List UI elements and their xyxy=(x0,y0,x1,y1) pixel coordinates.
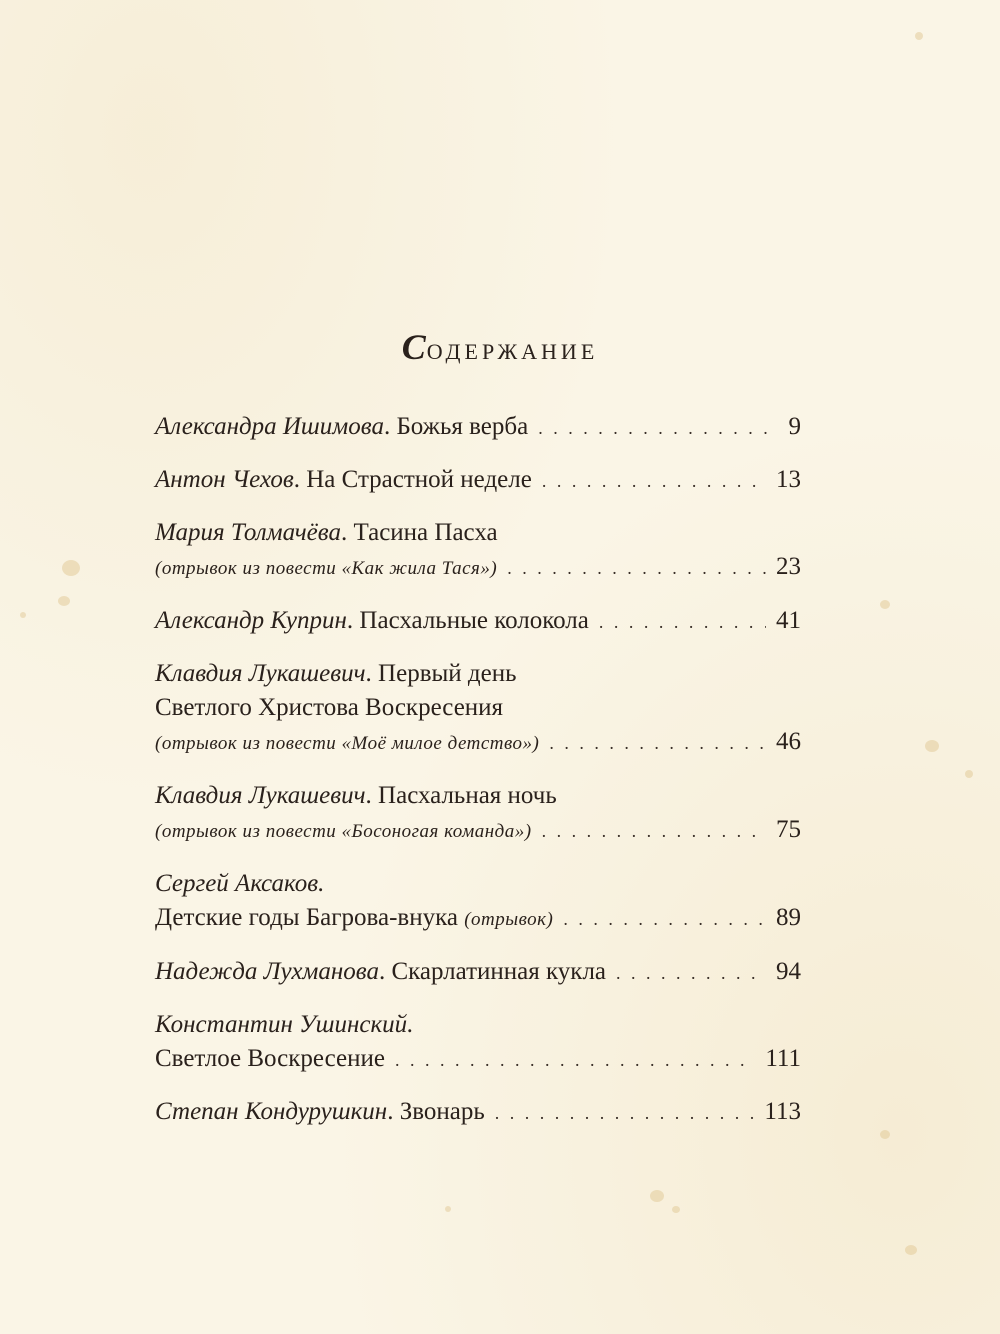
dot-leader xyxy=(599,605,766,639)
paper-speck xyxy=(880,600,890,609)
author-period: . xyxy=(407,1011,414,1038)
toc-line xyxy=(155,1008,801,1042)
entry-title: Первый день xyxy=(378,660,517,687)
entry-author: Константин Ушинский xyxy=(155,1011,408,1038)
entry-title: Звонарь xyxy=(399,1098,485,1125)
entry-title: Пасхальные колокола xyxy=(359,607,589,634)
toc-line: Антон Чехов . На Страстной неделе . . . 13 xyxy=(155,463,801,498)
entry-author: Клавдия Лукашевич xyxy=(155,660,366,687)
page-number: 9 xyxy=(788,413,801,440)
entry-title: Скарлатинная кукла xyxy=(391,958,607,985)
entry-author: Антон Чехов xyxy=(155,466,294,493)
toc-line xyxy=(155,550,801,586)
page-number: 94 xyxy=(776,958,801,985)
paper-speck xyxy=(672,1206,680,1213)
toc-entry[interactable] xyxy=(155,516,801,586)
dot-leader xyxy=(395,1043,755,1077)
entry-title: Детские годы Багрова-внука xyxy=(155,904,458,931)
paper-speck xyxy=(965,770,973,778)
page-title xyxy=(0,326,1000,368)
dot-leader xyxy=(507,551,766,585)
toc-entry[interactable] xyxy=(155,463,801,498)
paper-speck xyxy=(925,740,939,752)
toc-entry[interactable] xyxy=(155,955,801,990)
toc-line: Мария Толмачёва . Тасина Пасха xyxy=(155,516,801,550)
paper-speck xyxy=(445,1206,451,1212)
paper-speck xyxy=(62,560,80,576)
toc-line: Клавдия Лукашевич . Пасхальная ночь xyxy=(155,779,801,813)
toc-line xyxy=(155,813,801,849)
dot-leader xyxy=(495,1096,755,1130)
paper-speck xyxy=(880,1130,890,1139)
entry-title: Божья верба xyxy=(396,413,529,440)
dot-leader xyxy=(616,956,766,990)
paper-speck xyxy=(915,32,923,40)
page-number: 89 xyxy=(776,904,801,931)
entry-note: (отрывок из повести «Босоногая команда») xyxy=(155,821,532,842)
entry-title: На Страстной неделе xyxy=(306,466,532,493)
paper-speck xyxy=(20,612,26,618)
entry-title-continued: Светлого Христова Воскресения xyxy=(155,694,504,721)
table-of-contents xyxy=(155,410,801,1148)
toc-line xyxy=(155,1042,801,1077)
page-number: 46 xyxy=(776,728,801,755)
entry-author: Мария Толмачёва xyxy=(155,519,341,546)
paper-speck xyxy=(58,596,70,606)
entry-title: Пасхальная ночь xyxy=(378,782,557,809)
toc-line: Надежда Лухманова . Скарлатинная кукла . . . 94 xyxy=(155,955,801,990)
page-number: 41 xyxy=(776,607,801,634)
toc-line xyxy=(155,691,801,725)
page-number: 113 xyxy=(764,1098,801,1125)
toc-line xyxy=(155,725,801,761)
toc-line xyxy=(155,867,801,901)
toc-line: Александра Ишимова . Божья верба . . . 9 xyxy=(155,410,801,445)
toc-line xyxy=(155,901,801,937)
toc-entry[interactable] xyxy=(155,657,801,761)
entry-author: Александра Ишимова xyxy=(155,413,384,440)
dot-leader xyxy=(563,902,766,936)
page-number: 13 xyxy=(776,466,801,493)
dot-leader xyxy=(542,814,766,848)
title-rest: одержание xyxy=(426,331,599,366)
entry-note: (отрывок из повести «Моё милое детство») xyxy=(155,733,540,754)
toc-line: Клавдия Лукашевич . Первый день xyxy=(155,657,801,691)
toc-line: Александр Куприн . Пасхальные колокола . . . 41 xyxy=(155,604,801,639)
dot-leader xyxy=(542,464,766,498)
page-number: 75 xyxy=(776,816,801,843)
entry-author: Степан Кондурушкин xyxy=(155,1098,388,1125)
page-number: 23 xyxy=(776,553,801,580)
toc-entry[interactable] xyxy=(155,1008,801,1077)
title-initial: С xyxy=(401,327,427,367)
entry-author: Сергей Аксаков xyxy=(155,870,319,897)
dot-leader xyxy=(538,411,778,445)
paper-speck xyxy=(905,1245,917,1255)
toc-line: Степан Кондурушкин . Звонарь . . . 113 xyxy=(155,1095,801,1130)
paper-speck xyxy=(650,1190,664,1202)
entry-note: (отрывок из повести «Как жила Тася») xyxy=(155,558,498,579)
toc-entry[interactable] xyxy=(155,779,801,849)
toc-entry[interactable] xyxy=(155,604,801,639)
toc-entry[interactable] xyxy=(155,410,801,445)
entry-author: Александр Куприн xyxy=(155,607,347,634)
page-number: 111 xyxy=(765,1045,801,1072)
entry-title: Тасина Пасха xyxy=(353,519,498,546)
dot-leader xyxy=(549,726,766,760)
entry-author: Клавдия Лукашевич xyxy=(155,782,366,809)
entry-author: Надежда Лухманова xyxy=(155,958,379,985)
author-period: . xyxy=(318,870,325,897)
toc-entry[interactable] xyxy=(155,1095,801,1130)
entry-note: (отрывок) xyxy=(464,909,554,930)
entry-title: Светлое Воскресение xyxy=(155,1045,385,1072)
toc-entry[interactable] xyxy=(155,867,801,937)
